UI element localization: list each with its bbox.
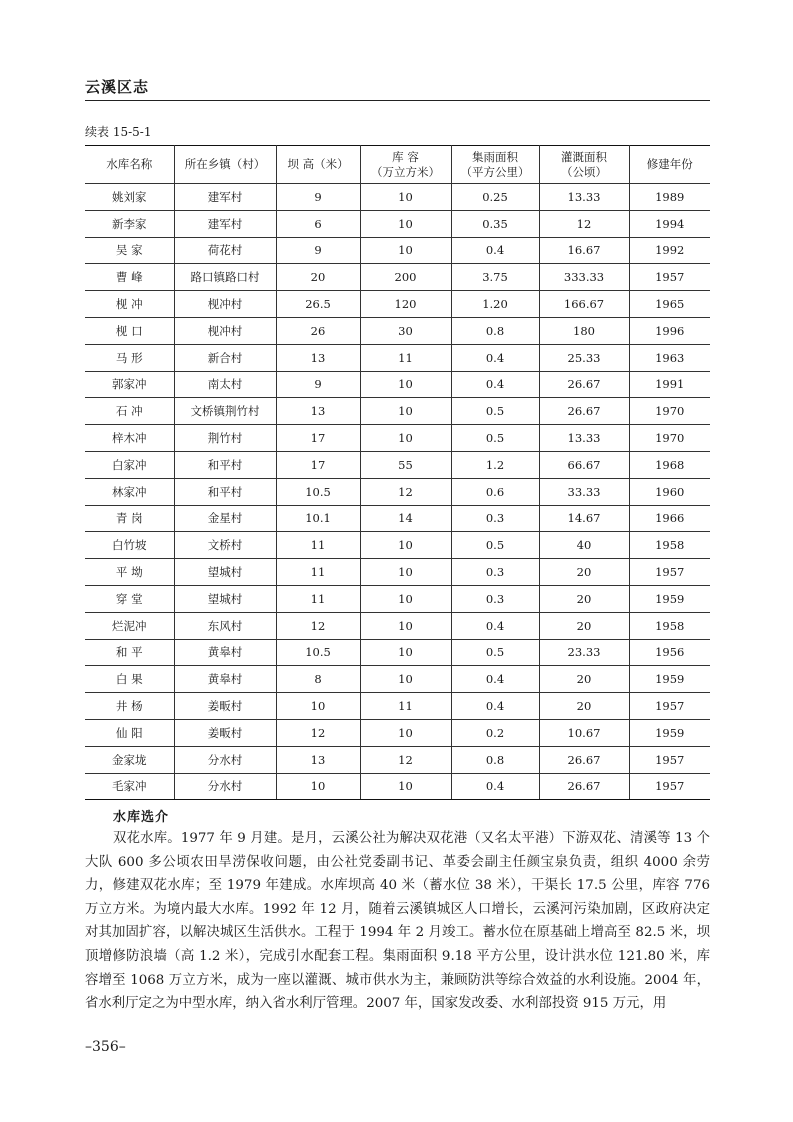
table-cell: 路口镇路口村 (174, 264, 276, 291)
table-row (85, 666, 710, 693)
table-cell: 分水村 (174, 773, 276, 800)
table-cell: 1957 (629, 746, 710, 773)
table-row (85, 264, 710, 291)
table-cell: 10 (360, 210, 451, 237)
table-row (85, 425, 710, 452)
table-cell: 10.5 (276, 639, 360, 666)
table-cell: 枧冲村 (174, 291, 276, 318)
table-cell: 0.6 (451, 478, 539, 505)
table-cell: 23.33 (539, 639, 629, 666)
column-header-line: 水库名称 (106, 157, 153, 171)
table-cell: 333.33 (539, 264, 629, 291)
table-cell: 新合村 (174, 344, 276, 371)
table-cell: 26 (276, 317, 360, 344)
table-cell: 10 (360, 371, 451, 398)
table-cell: 1991 (629, 371, 710, 398)
table-cell: 曹 峰 (85, 264, 174, 291)
section-heading: 水库选介 (113, 810, 170, 825)
table-cell: 荷花村 (174, 237, 276, 264)
page-number: –356– (85, 1039, 126, 1055)
table-cell: 20 (539, 559, 629, 586)
table-cell: 20 (539, 585, 629, 612)
table-cell: 1970 (629, 398, 710, 425)
table-cell: 姜畈村 (174, 693, 276, 720)
table-cell: 1959 (629, 666, 710, 693)
table-cell: 10 (360, 398, 451, 425)
table-cell: 9 (276, 184, 360, 211)
table-cell: 26.67 (539, 371, 629, 398)
column-header (451, 146, 539, 184)
table-cell: 13.33 (539, 425, 629, 452)
table-cell: 井 杨 (85, 693, 174, 720)
table-row (85, 773, 710, 800)
table-cell: 1957 (629, 559, 710, 586)
table-cell: 3.75 (451, 264, 539, 291)
table-cell: 马 形 (85, 344, 174, 371)
table-cell: 66.67 (539, 451, 629, 478)
column-header-line: 坝 高（米） (287, 157, 349, 171)
table-cell: 0.4 (451, 693, 539, 720)
table-cell: 梓木冲 (85, 425, 174, 452)
table-cell: 0.5 (451, 398, 539, 425)
table-cell: 烂泥冲 (85, 612, 174, 639)
table-cell: 1957 (629, 264, 710, 291)
table-row (85, 371, 710, 398)
table-cell: 0.8 (451, 317, 539, 344)
table-cell: 毛家冲 (85, 773, 174, 800)
table-cell: 17 (276, 451, 360, 478)
table-cell: 180 (539, 317, 629, 344)
header-rule (85, 100, 710, 101)
table-cell: 17 (276, 425, 360, 452)
table-cell: 20 (276, 264, 360, 291)
table-cell: 1958 (629, 532, 710, 559)
table-cell: 13 (276, 398, 360, 425)
table-cell: 26.67 (539, 773, 629, 800)
table-cell: 26.67 (539, 398, 629, 425)
table-cell: 和 平 (85, 639, 174, 666)
page-header-title: 云溪区志 (85, 78, 150, 96)
table-row (85, 451, 710, 478)
table-cell: 0.8 (451, 746, 539, 773)
table-cell: 10 (360, 666, 451, 693)
table-cell: 文桥村 (174, 532, 276, 559)
table-cell: 10.1 (276, 505, 360, 532)
table-cell: 10 (360, 559, 451, 586)
table-cell: 40 (539, 532, 629, 559)
table-cell: 12 (539, 210, 629, 237)
table-cell: 0.4 (451, 773, 539, 800)
table-cell: 10 (276, 693, 360, 720)
table-cell: 6 (276, 210, 360, 237)
column-header (539, 146, 629, 184)
table-row (85, 505, 710, 532)
table-cell: 黄皋村 (174, 639, 276, 666)
column-header-line: 灌溉面积 (561, 149, 607, 164)
table-cell: 0.3 (451, 505, 539, 532)
table-cell: 12 (276, 612, 360, 639)
table-row (85, 612, 710, 639)
table-cell: 姚刘家 (85, 184, 174, 211)
table-row (85, 746, 710, 773)
table-cell: 55 (360, 451, 451, 478)
table-cell: 16.67 (539, 237, 629, 264)
table-cell: 1963 (629, 344, 710, 371)
table-row (85, 532, 710, 559)
column-header (629, 146, 710, 184)
table-cell: 11 (360, 344, 451, 371)
table-cell: 33.33 (539, 478, 629, 505)
table-cell: 10 (360, 425, 451, 452)
table-cell: 26.67 (539, 746, 629, 773)
table-cell: 10 (276, 773, 360, 800)
table-cell: 11 (360, 693, 451, 720)
table-cell: 吴 家 (85, 237, 174, 264)
table-cell: 13 (276, 746, 360, 773)
table-cell: 望城村 (174, 559, 276, 586)
table-cell: 建军村 (174, 210, 276, 237)
table-cell: 200 (360, 264, 451, 291)
column-header (174, 146, 276, 184)
table-cell: 11 (276, 585, 360, 612)
table-cell: 0.2 (451, 719, 539, 746)
table-row (85, 639, 710, 666)
table-cell: 14 (360, 505, 451, 532)
table-row (85, 237, 710, 264)
table-cell: 1.2 (451, 451, 539, 478)
table-cell: 0.4 (451, 612, 539, 639)
table-cell: 20 (539, 612, 629, 639)
table-cell: 新李家 (85, 210, 174, 237)
table-cell: 穿 堂 (85, 585, 174, 612)
table-cell: 1970 (629, 425, 710, 452)
table-cell: 金家垅 (85, 746, 174, 773)
table-cell: 0.35 (451, 210, 539, 237)
table-cell: 1958 (629, 612, 710, 639)
table-cell: 1957 (629, 773, 710, 800)
table-cell: 166.67 (539, 291, 629, 318)
table-cell: 金星村 (174, 505, 276, 532)
table-row (85, 317, 710, 344)
table-cell: 1956 (629, 639, 710, 666)
table-cell: 0.5 (451, 639, 539, 666)
table-cell: 和平村 (174, 478, 276, 505)
table-row (85, 184, 710, 211)
table-cell: 11 (276, 532, 360, 559)
table-cell: 10 (360, 639, 451, 666)
table-cell: 12 (360, 478, 451, 505)
table-cell: 0.25 (451, 184, 539, 211)
table-row (85, 693, 710, 720)
table-cell: 文桥镇荆竹村 (174, 398, 276, 425)
table-cell: 14.67 (539, 505, 629, 532)
table-cell: 13 (276, 344, 360, 371)
table-cell: 9 (276, 371, 360, 398)
table-cell: 10.5 (276, 478, 360, 505)
table-row (85, 398, 710, 425)
table-cell: 1966 (629, 505, 710, 532)
table-body (85, 184, 710, 800)
table-cell: 0.5 (451, 425, 539, 452)
table-cell: 青 岗 (85, 505, 174, 532)
table-cell: 黄皋村 (174, 666, 276, 693)
table-cell: 0.3 (451, 559, 539, 586)
table-cell: 1994 (629, 210, 710, 237)
column-header-line: 修建年份 (646, 157, 693, 171)
column-header-line: （公顷） (561, 164, 607, 179)
table-cell: 白 果 (85, 666, 174, 693)
column-header (85, 146, 174, 184)
body-paragraph: 双花水库。1977 年 9 月建。是月，云溪公社为解决双花港（又名太平港）下游双花、清溪等 13 个大队 600 多公顷农田旱涝保收问题，由公社党委副书记、革委会副主任颜宝泉负责，组织 4000 余劳力，修建双花水库；至 1979 年建成。水库坝高 40 米（蓄水位 38 米），干渠长 17.5 公里，库容 776 万立方米。为境内最大水库。1992 年 12 月，随着云溪镇城区人口增长，云溪河污染加剧，区政府决定对其加固扩容，以解决城区生活供水。工程于 1994 年 2 月竣工。蓄水位在原基础上增高至 82.5 米，坝顶增修防浪墙（高 1.2 米），完成引水配套工程。集雨面积 9.18 平方公里，设计洪水位 121.80 米，库容增至 1068 万立方米，成为一座以灌溉、城市供水为主，兼顾防洪等综合效益的水利设施。2004 年，省水利厅定之为中型水库，纳入省水利厅管理。2007 年，国家发改委、水利部投资 915 万元，用 (85, 831, 710, 1012)
table-cell: 10 (360, 184, 451, 211)
table-cell: 白家冲 (85, 451, 174, 478)
table-cell: 1996 (629, 317, 710, 344)
table-cell: 1968 (629, 451, 710, 478)
table-cell: 12 (276, 719, 360, 746)
table-cell: 东风村 (174, 612, 276, 639)
table-cell: 120 (360, 291, 451, 318)
table-cell: 12 (360, 746, 451, 773)
table-cell: 白竹坡 (85, 532, 174, 559)
table-cell: 石 冲 (85, 398, 174, 425)
table-cell: 1957 (629, 693, 710, 720)
column-header-line: 库 容 (392, 149, 419, 164)
table-cell: 10 (360, 719, 451, 746)
table-cell: 建军村 (174, 184, 276, 211)
table-cell: 10 (360, 237, 451, 264)
table-cell: 10 (360, 585, 451, 612)
table-cell: 13.33 (539, 184, 629, 211)
table-cell: 10 (360, 773, 451, 800)
table-cell: 枧 冲 (85, 291, 174, 318)
table-cell: 11 (276, 559, 360, 586)
table-cell: 林家冲 (85, 478, 174, 505)
table-cell: 南太村 (174, 371, 276, 398)
table-cell: 郭家冲 (85, 371, 174, 398)
column-header-line: （万立方米） (371, 164, 440, 179)
table-row (85, 559, 710, 586)
table-caption: 续表 15-5-1 (85, 125, 152, 139)
table-cell: 1989 (629, 184, 710, 211)
table-cell: 25.33 (539, 344, 629, 371)
table-cell: 9 (276, 237, 360, 264)
table-cell: 26.5 (276, 291, 360, 318)
table-cell: 荆竹村 (174, 425, 276, 452)
table-cell: 平 坳 (85, 559, 174, 586)
table-cell: 姜畈村 (174, 719, 276, 746)
table-cell: 1965 (629, 291, 710, 318)
table-cell: 1959 (629, 719, 710, 746)
table-cell: 和平村 (174, 451, 276, 478)
table-cell: 20 (539, 666, 629, 693)
column-header (276, 146, 360, 184)
table-cell: 望城村 (174, 585, 276, 612)
table-row (85, 719, 710, 746)
table-row (85, 585, 710, 612)
table-row (85, 210, 710, 237)
table-cell: 枧 口 (85, 317, 174, 344)
table-row (85, 478, 710, 505)
table-cell: 分水村 (174, 746, 276, 773)
column-header (360, 146, 451, 184)
column-header-line: 所在乡镇（村） (184, 157, 266, 171)
table-cell: 1959 (629, 585, 710, 612)
table-row (85, 291, 710, 318)
reservoir-table (85, 145, 710, 800)
table-cell: 0.4 (451, 666, 539, 693)
table-cell: 1992 (629, 237, 710, 264)
column-header-line: 集雨面积 (472, 149, 518, 164)
table-cell: 0.5 (451, 532, 539, 559)
table-header (85, 146, 710, 184)
table-cell: 10 (360, 532, 451, 559)
column-header-line: （平方公里） (460, 164, 530, 179)
table-cell: 仙 阳 (85, 719, 174, 746)
table-cell: 枧冲村 (174, 317, 276, 344)
table-cell: 0.3 (451, 585, 539, 612)
table-cell: 20 (539, 693, 629, 720)
table-cell: 0.4 (451, 371, 539, 398)
table-row (85, 344, 710, 371)
table-cell: 30 (360, 317, 451, 344)
table-cell: 0.4 (451, 237, 539, 264)
table-cell: 8 (276, 666, 360, 693)
table-cell: 10.67 (539, 719, 629, 746)
table-cell: 1960 (629, 478, 710, 505)
table-cell: 1.20 (451, 291, 539, 318)
table-cell: 0.4 (451, 344, 539, 371)
table-cell: 10 (360, 612, 451, 639)
